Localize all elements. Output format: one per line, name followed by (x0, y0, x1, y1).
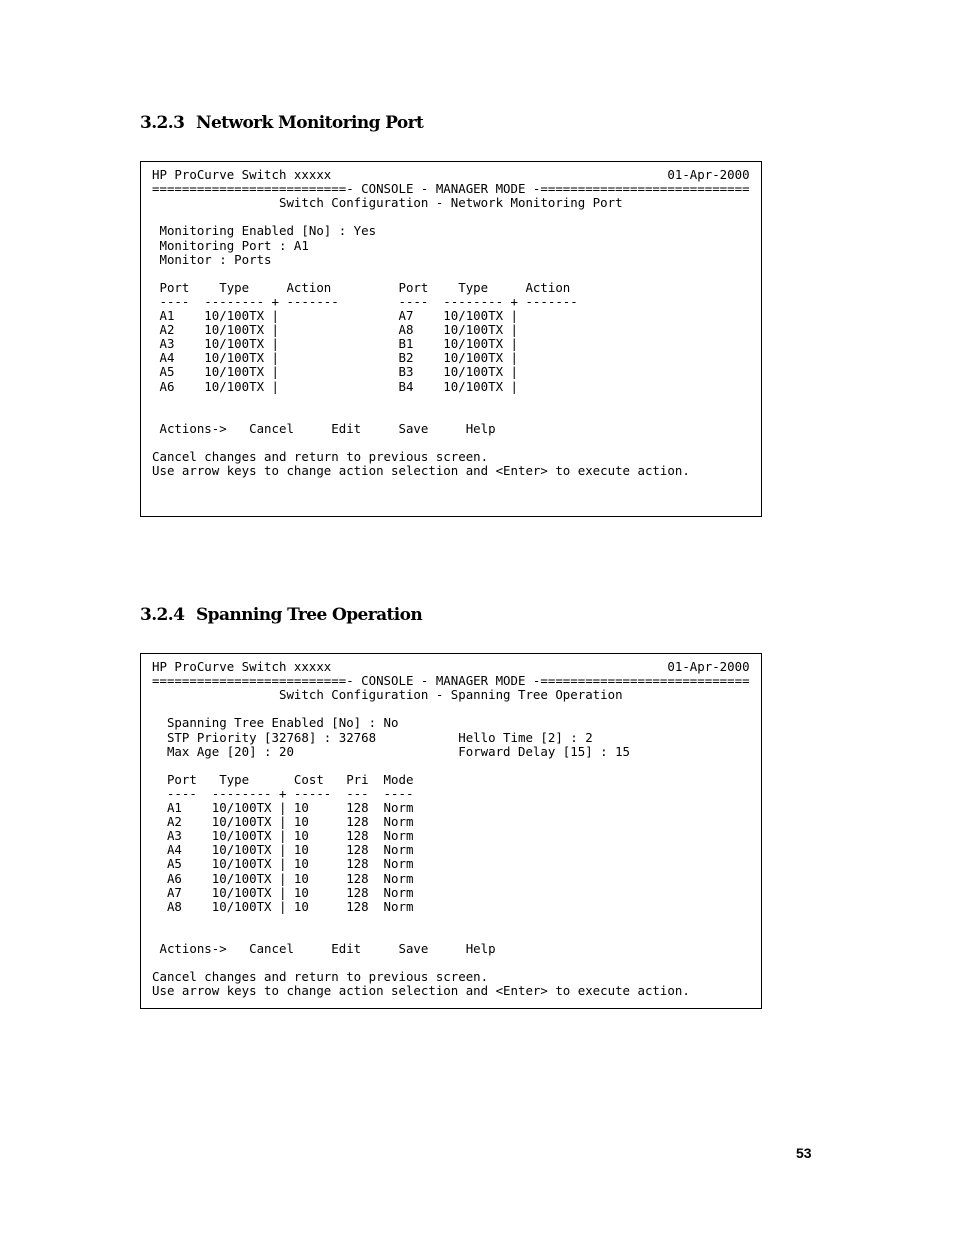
console-line: Switch Configuration - Spanning Tree Operation (152, 687, 623, 703)
console-line: STP Priority [32768] : 32768 Hello Time [2] : 2 (152, 729, 593, 745)
console-line: A5 10/100TX | 10 128 Norm (152, 856, 414, 872)
console-screen-spanning-tree (140, 653, 762, 1009)
console-line: ==========================- CONSOLE - MANAGER MODE -============================ (152, 181, 750, 197)
console-line: Use arrow keys to change action selection and <Enter> to execute action. (152, 983, 690, 999)
console-line: ---- -------- + ----- --- ---- (152, 785, 414, 801)
console-line: Cancel changes and return to previous screen. (152, 449, 489, 464)
console-line: A6 10/100TX | 10 128 Norm (152, 870, 414, 886)
console-line: A7 10/100TX | 10 128 Norm (152, 884, 414, 900)
console-line: HP ProCurve Switch xxxxx 01-Apr-2000 (152, 659, 750, 674)
console-line: A1 10/100TX | 10 128 Norm (152, 800, 414, 815)
console-line: Cancel changes and return to previous screen. (152, 969, 489, 985)
console-line: A3 10/100TX | B1 10/100TX | (152, 336, 518, 352)
console-line: Switch Configuration - Network Monitoring Port (152, 195, 623, 211)
section-title: Spanning Tree Operation (196, 605, 423, 625)
console-line: Spanning Tree Enabled [No] : No (152, 715, 399, 731)
console-line: Port Type Action Port Type Action (152, 279, 571, 295)
console-line: A2 10/100TX | A8 10/100TX | (152, 322, 518, 338)
section-number: 3.2.3 (140, 113, 185, 133)
console-line: A5 10/100TX | B3 10/100TX | (152, 364, 518, 380)
console-line: A3 10/100TX | 10 128 Norm (152, 828, 414, 844)
section-number: 3.2.4 (140, 605, 185, 625)
console-line: Monitoring Port : A1 (152, 237, 309, 253)
console-line: Use arrow keys to change action selection and <Enter> to execute action. (152, 463, 690, 479)
console-line: A4 10/100TX | 10 128 Norm (152, 842, 414, 858)
section-heading-network-monitoring (140, 113, 423, 133)
console-line: A1 10/100TX | A7 10/100TX | (152, 308, 518, 323)
console-line: A6 10/100TX | B4 10/100TX | (152, 378, 518, 394)
console-line: Port Type Cost Pri Mode (152, 771, 414, 787)
console-line: Monitoring Enabled [No] : Yes (152, 223, 377, 239)
page-number: 53 (796, 1145, 812, 1161)
console-line: Monitor : Ports (152, 251, 272, 267)
section-title: Network Monitoring Port (196, 113, 424, 133)
console-line: ==========================- CONSOLE - MANAGER MODE -============================ (152, 673, 750, 689)
section-heading-spanning-tree (140, 605, 422, 625)
console-line: Max Age [20] : 20 Forward Delay [15] : 15 (152, 743, 631, 759)
console-line: A8 10/100TX | 10 128 Norm (152, 898, 414, 914)
console-line: HP ProCurve Switch xxxxx 01-Apr-2000 (152, 167, 750, 182)
console-line: Actions-> Cancel Edit Save Help (152, 420, 496, 436)
console-line: ---- -------- + ------- ---- -------- + ------- (152, 293, 578, 309)
console-screen-network-monitoring (140, 161, 762, 517)
console-line: A2 10/100TX | 10 128 Norm (152, 814, 414, 830)
console-line: A4 10/100TX | B2 10/100TX | (152, 350, 518, 366)
console-line: Actions-> Cancel Edit Save Help (152, 941, 496, 956)
